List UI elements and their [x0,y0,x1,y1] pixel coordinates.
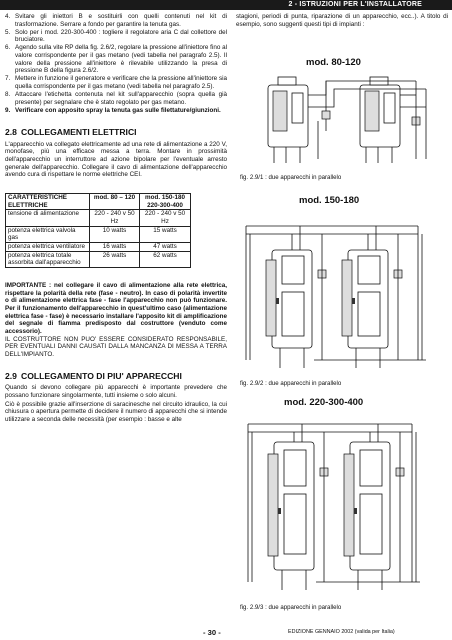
table-row [6,243,191,252]
table-row [6,226,191,242]
step-text: Verificare con apposito spray la tenuta gas sulle filettature/giunzioni. [15,106,221,114]
electrical-spec-table [5,193,191,268]
figure-3-title: mod. 220-300-400 [284,397,364,408]
section-title: COLLEGAMENTO DI PIU' APPARECCHI [21,370,182,381]
table-row [6,251,191,267]
figure-3-caption: fig. 2.9/3 : due apparecchi in parallelo [240,604,342,611]
step-number: 7. [5,75,11,83]
table-header-col2-line1: mod. 150-180 [145,194,185,202]
figure-2-title: mod. 150-180 [299,195,360,206]
section-2-9-body-1: Quando si devono collegare più apparecchi è importante prevedere che possano funzionare singolarmente, tutti insieme o solo alcuni. [5,384,227,399]
table-cell-value: 26 watts [90,251,140,267]
table-cell-value: 47 watts [140,243,191,252]
table-cell-value: 220 - 240 v 50 Hz [140,210,191,226]
figure-1-title: mod. 80-120 [306,57,361,68]
section-number: 2.9 [5,370,17,381]
step-item [5,107,227,115]
figure-1-caption: fig. 2.9/1 : due apparecchi in parallelo [240,174,342,181]
table-cell-value: 220 - 240 v 50 Hz [90,210,140,226]
step-text: Solo per i mod. 220-300-400 : togliere il regolatore aria C dal collettore del bruciatore. [15,28,227,44]
section-title: COLLEGAMENTI ELETTRICI [21,127,137,138]
table-cell-label: potenza elettrica totale assorbita dall'apparecchio [6,251,90,267]
table-row [6,210,191,226]
right-column [236,13,448,29]
page-number: - 30 - [203,628,221,637]
right-intro-text: stagioni, periodi di punta, riparazione di un apparecchio, ecc..). A titolo di esempio, sono suggenti questi tipi di impianti : [236,13,448,28]
section-2-9-body-2: Ciò è possibile grazie all'inserzione di saracinesche nel circuito idraulico, la cui chiusura o apertura permette di decidere il numero di apparecchi che si intende utilizzare a seconda delle necessità (per esempio : basse e alte [5,400,227,423]
table-cell-value: 10 watts [90,226,140,242]
important-notice: IMPORTANTE : nel collegare il cavo di alimentazione alla rete elettrica, rispettare la polarità della rete (fase - neutro). In caso di polarità invertite o di alimentazione elettrica fase - fase l'apparecchio non può funzionare. Per il funzionamento dell'apparecchio in quest'ultimo caso (alimentazione elettrica fase - fase) è necessario installare l'apposito kit di amplificazione del segnale di fiamma predisposto dal costruttore (venduto come accessorio). [5,282,227,336]
header-bar [0,0,452,10]
header-title: 2 - ISTRUZIONI PER L'INSTALLATORE [288,1,422,8]
step-number: 6. [5,44,11,52]
step-item [5,13,227,28]
table-cell-value: 15 watts [140,226,191,242]
table-header-row [6,194,191,210]
figure-2-diagram [236,210,448,376]
step-text: Agendo sulla vite RP della fig. 2.6/2, regolare la pressione all'iniettore fino al valore corrispondente per il gas metano (vedi tabella nel paragrafo 2.5). Il valore della pressione all'iniettore è rilevabile utilizzando la presa di pressione B della figura 2.6/2. [15,44,227,75]
table-header-col2-line2: 220-300-400 [147,201,183,209]
step-text: Attaccare l'etichetta contenuta nel kit sull'apparecchio (sopra quella già presente) per segnalare che è stato regolato per gas metano. [15,90,227,106]
liability-notice: IL COSTRUTTORE NON PUO' ESSERE CONSIDERATO RESPONSABILE, PER EVENTUALI DANNI CAUSATI DALLA MANCANZA DI MESSA A TERRA DELL'IMPIANTO. [5,335,227,359]
figure-3-diagram [236,412,448,597]
step-number: 5. [5,28,11,36]
figure-1-diagram [256,71,446,169]
section-number: 2.8 [5,127,17,138]
section-heading-2-9 [5,371,227,381]
table-cell-label: potenza elettrica valvola gas [6,226,90,242]
step-number: 8. [5,90,11,98]
step-text: Mettere in funzione il generatore e verificare che la pressione all'iniettore sia quella corrispondente per il gas metano (vedi tabella nel paragrafo 2.5). [15,75,227,90]
table-header-label: CARATTERISTICHE ELETTRICHE [6,194,90,210]
table-cell-label: potenza elettrica ventilatore [6,243,90,252]
step-item [5,91,227,106]
steps-list [5,13,227,114]
step-number: 4. [5,13,11,20]
step-item [5,44,227,75]
table-header-col2 [140,194,191,210]
section-heading-2-8 [5,127,227,137]
step-text: Svitare gli iniettori B e sostituirli con quelli contenuti nel kit di trasformazione. Serrare a fondo per garantire la tenuta gas. [15,13,227,28]
table-cell-value: 62 watts [140,251,191,267]
step-number: 9. [5,106,11,114]
figure-2-caption: fig. 2.9/2 : due apparecchi in parallelo [240,380,342,387]
table-header-col1: mod. 80 – 120 [90,194,140,210]
table-cell-label: tensione di alimentazione [6,210,90,226]
step-item [5,29,227,44]
step-item [5,75,227,90]
section-2-8-body: L'apparecchio va collegato elettricamente ad una rete di alimentazione a 220 V, monofase, più una efficace messa a terra. Montare in prossimità dell'apparecchio un interruttore ad azione bipolare per l'eventuale arresto generale dell'apparecchio. Collegare il cavo di alimentazione dell'apparecchio avendo cura di rispettare le norme elettriche CEI. [5,140,227,179]
edition-note: EDIZIONE GENNAIO 2002 (valida per Italia) [288,629,395,635]
table-cell-value: 16 watts [90,243,140,252]
left-column [5,13,227,425]
